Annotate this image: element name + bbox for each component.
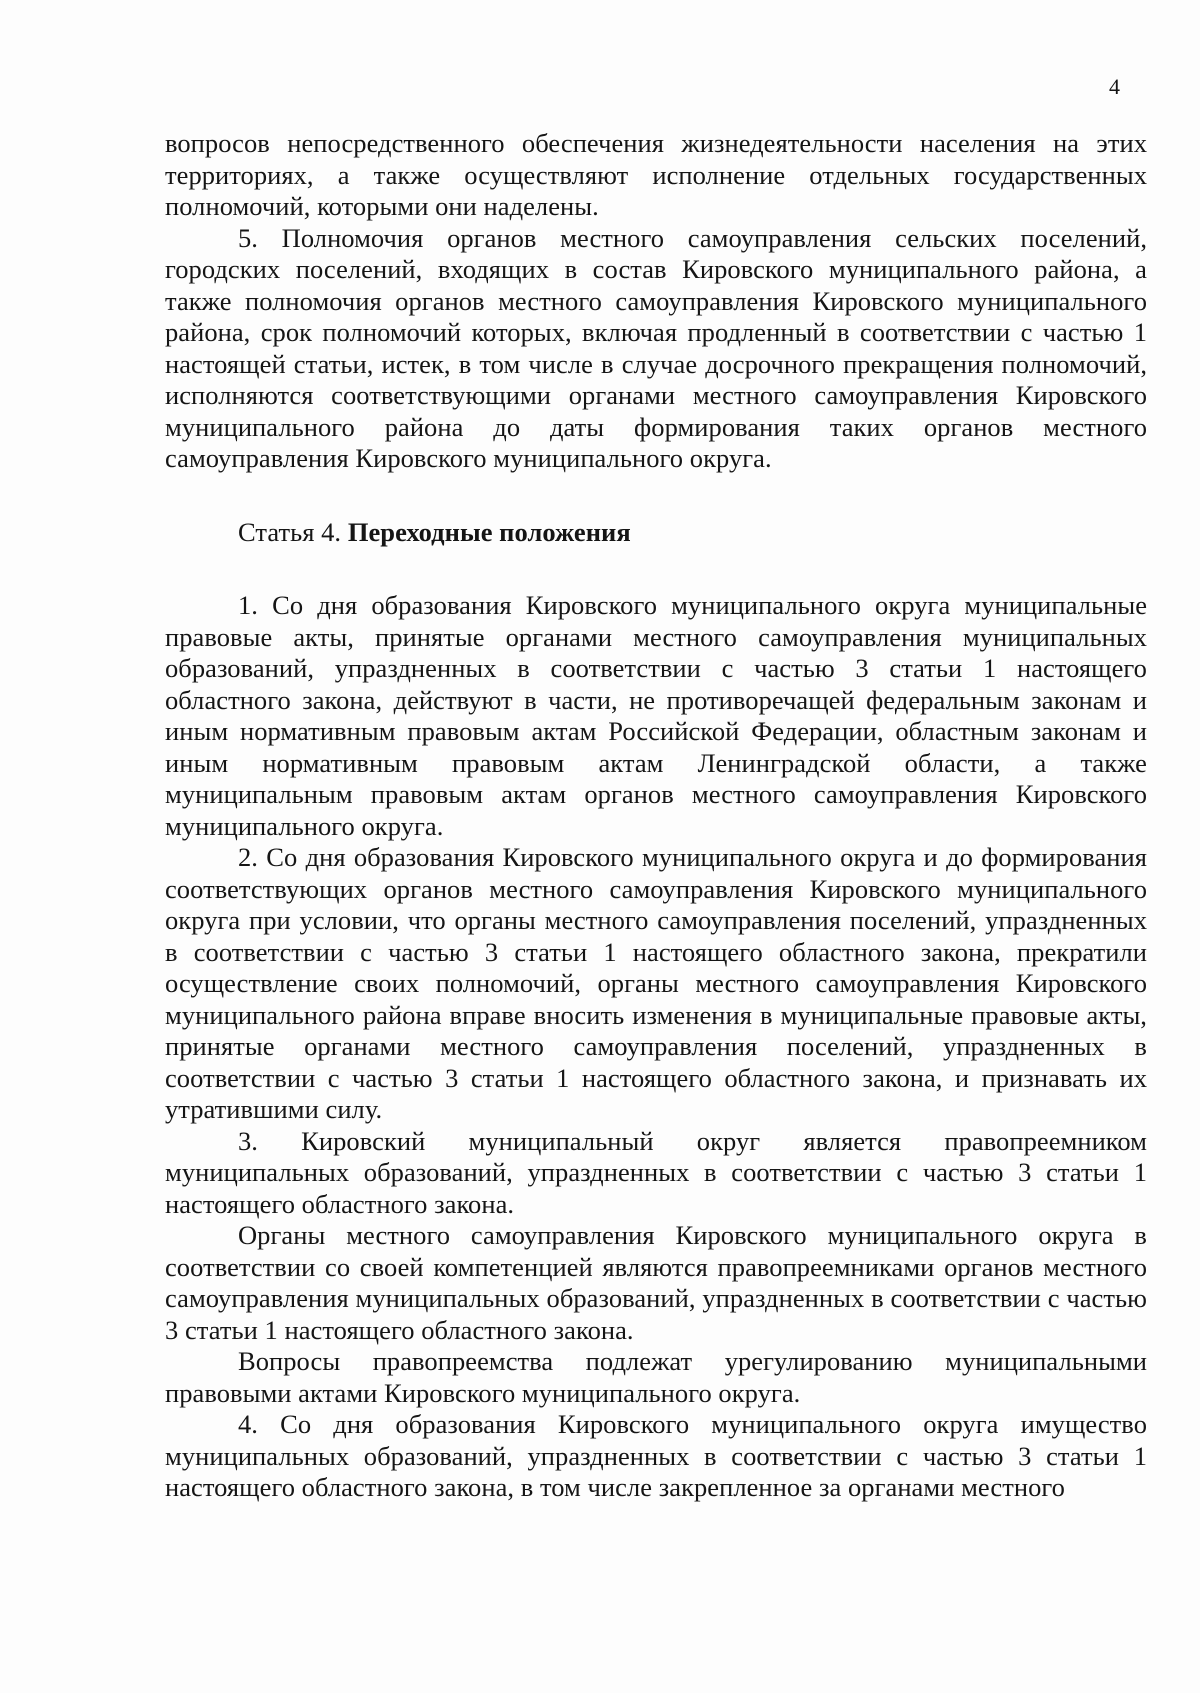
document-body [165,128,1147,1504]
page-number: 4 [1109,74,1120,99]
article-title: Переходные положения [347,516,631,547]
continuation-paragraph: вопросов непосредственного обеспечения жизнедеятельности населения на этих территориях, а также осуществляют исполнение отдельных государственных полномочий, которыми они наделены. [165,128,1147,221]
article-paragraph-2: 2. Со дня образования Кировского муниципального округа и до формирования соответствующих органов местного самоуправления Кировского муниципального округа при условии, что органы местного самоуправления поселений, упраздненных в соответствии с частью 3 статьи 1 настоящего областного закона, прекратили осуществление своих полномочий, органы местного самоуправления Кировского муниципального района вправе вносить изменения в муниципальные правовые акты, принятые органами местного самоуправления поселений, упраздненных в соответствии с частью 3 статьи 1 настоящего областного закона, и признавать их утратившими силу. [165,842,1147,1124]
article-paragraph-4: 4. Со дня образования Кировского муниципального округа имущество муниципальных образований, упраздненных в соответствии с частью 3 статьи 1 настоящего областного закона, в том числе закрепленное за органами местного [165,1409,1147,1502]
article-prefix: Статья 4. [238,516,342,547]
article-paragraph-succession-questions: Вопросы правопреемства подлежат урегулированию муниципальными правовыми актами Кировского муниципального округа. [165,1346,1147,1408]
paragraph-part-5: 5. Полномочия органов местного самоуправления сельских поселений, городских поселений, входящих в состав Кировского муниципального района, а также полномочия органов местного самоуправления Кировского муниципального района, срок полномочий которых, включая продленный в соответствии с частью 1 настоящей статьи, истек, в том числе в случае досрочного прекращения полномочий, исполняются соответствующими органами местного самоуправления Кировского муниципального района до даты формирования таких органов местного самоуправления Кировского муниципального округа. [165,222,1147,473]
article-paragraph-3: 3. Кировский муниципальный округ является правопреемником муниципальных образований, упраздненных в соответствии с частью 3 статьи 1 настоящего областного закона. [165,1125,1147,1219]
article-paragraph-successor-organs: Органы местного самоуправления Кировского муниципального округа в соответствии со своей компетенцией являются правопреемниками органов местного самоуправления муниципальных образований, упраздненных в соответствии с частью 3 статьи 1 настоящего областного закона. [165,1220,1147,1345]
article-heading [165,517,1147,549]
article-paragraph-1: 1. Со дня образования Кировского муниципального округа муниципальные правовые акты, принятые органами местного самоуправления муниципальных образований, упраздненных в соответствии с частью 3 статьи 1 настоящего областного закона, действуют в части, не противоречащей федеральным законам и иным нормативным правовым актам Российской Федерации, областным законам и иным нормативным правовым актам Ленинградской области, а также муниципальным правовым актам органов местного самоуправления Кировского муниципального округа. [165,590,1147,841]
